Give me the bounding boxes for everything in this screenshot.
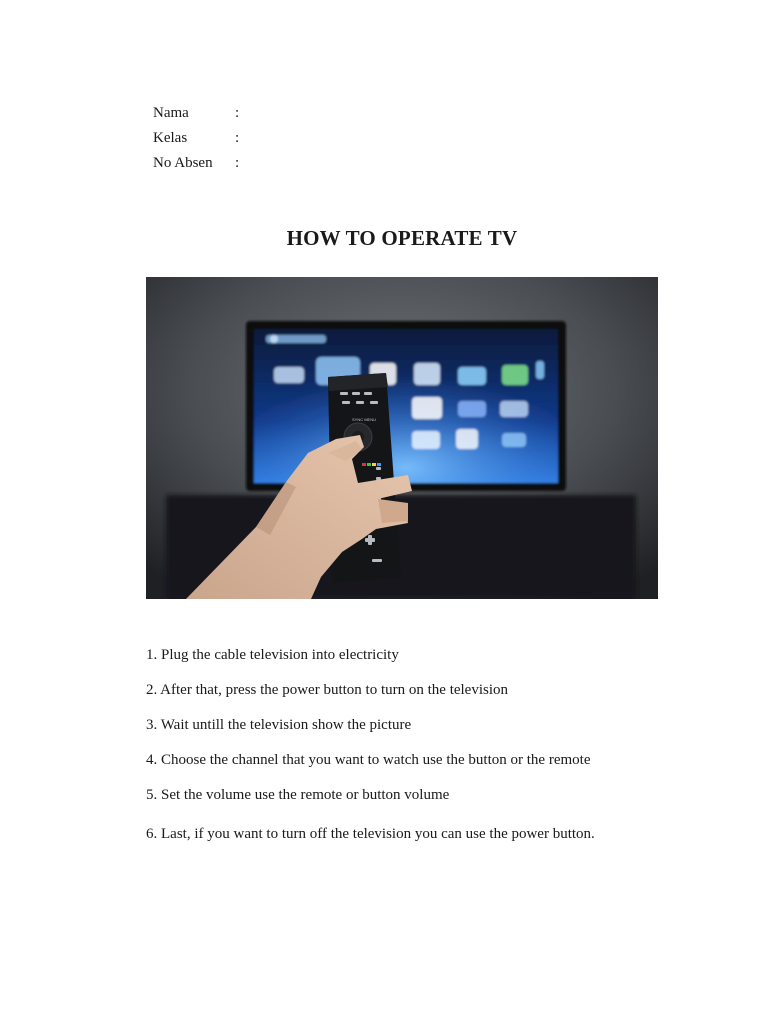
identity-label: Nama [153, 105, 189, 121]
identity-row-nama [153, 101, 245, 126]
step-4: 4. Choose the channel that you want to watch use the button or the remote [146, 752, 591, 768]
step-6: 6. Last, if you want to turn off the television you can use the power button. [146, 826, 595, 842]
instruction-steps [146, 645, 706, 859]
remote-label-sync-menu: SYNC MENU [352, 417, 377, 422]
identity-colon: : [235, 105, 240, 121]
step-1: 1. Plug the cable television into electricity [146, 647, 399, 663]
page-title: HOW TO OPERATE TV [286, 226, 518, 250]
tv-screen [246, 321, 566, 491]
tv-remote-illustration [146, 277, 658, 599]
student-identity-block [153, 101, 245, 176]
identity-label: Kelas [153, 130, 188, 146]
identity-row-kelas [153, 126, 245, 151]
identity-label: No Absen [153, 155, 213, 171]
identity-row-no-absen [153, 151, 245, 176]
identity-colon: : [235, 155, 240, 171]
step-3: 3. Wait untill the television show the picture [146, 717, 412, 733]
step-2: 2. After that, press the power button to turn on the television [146, 682, 509, 698]
tv-remote-photo [146, 277, 658, 599]
identity-colon: : [235, 130, 240, 146]
step-5: 5. Set the volume use the remote or button volume [146, 787, 450, 803]
